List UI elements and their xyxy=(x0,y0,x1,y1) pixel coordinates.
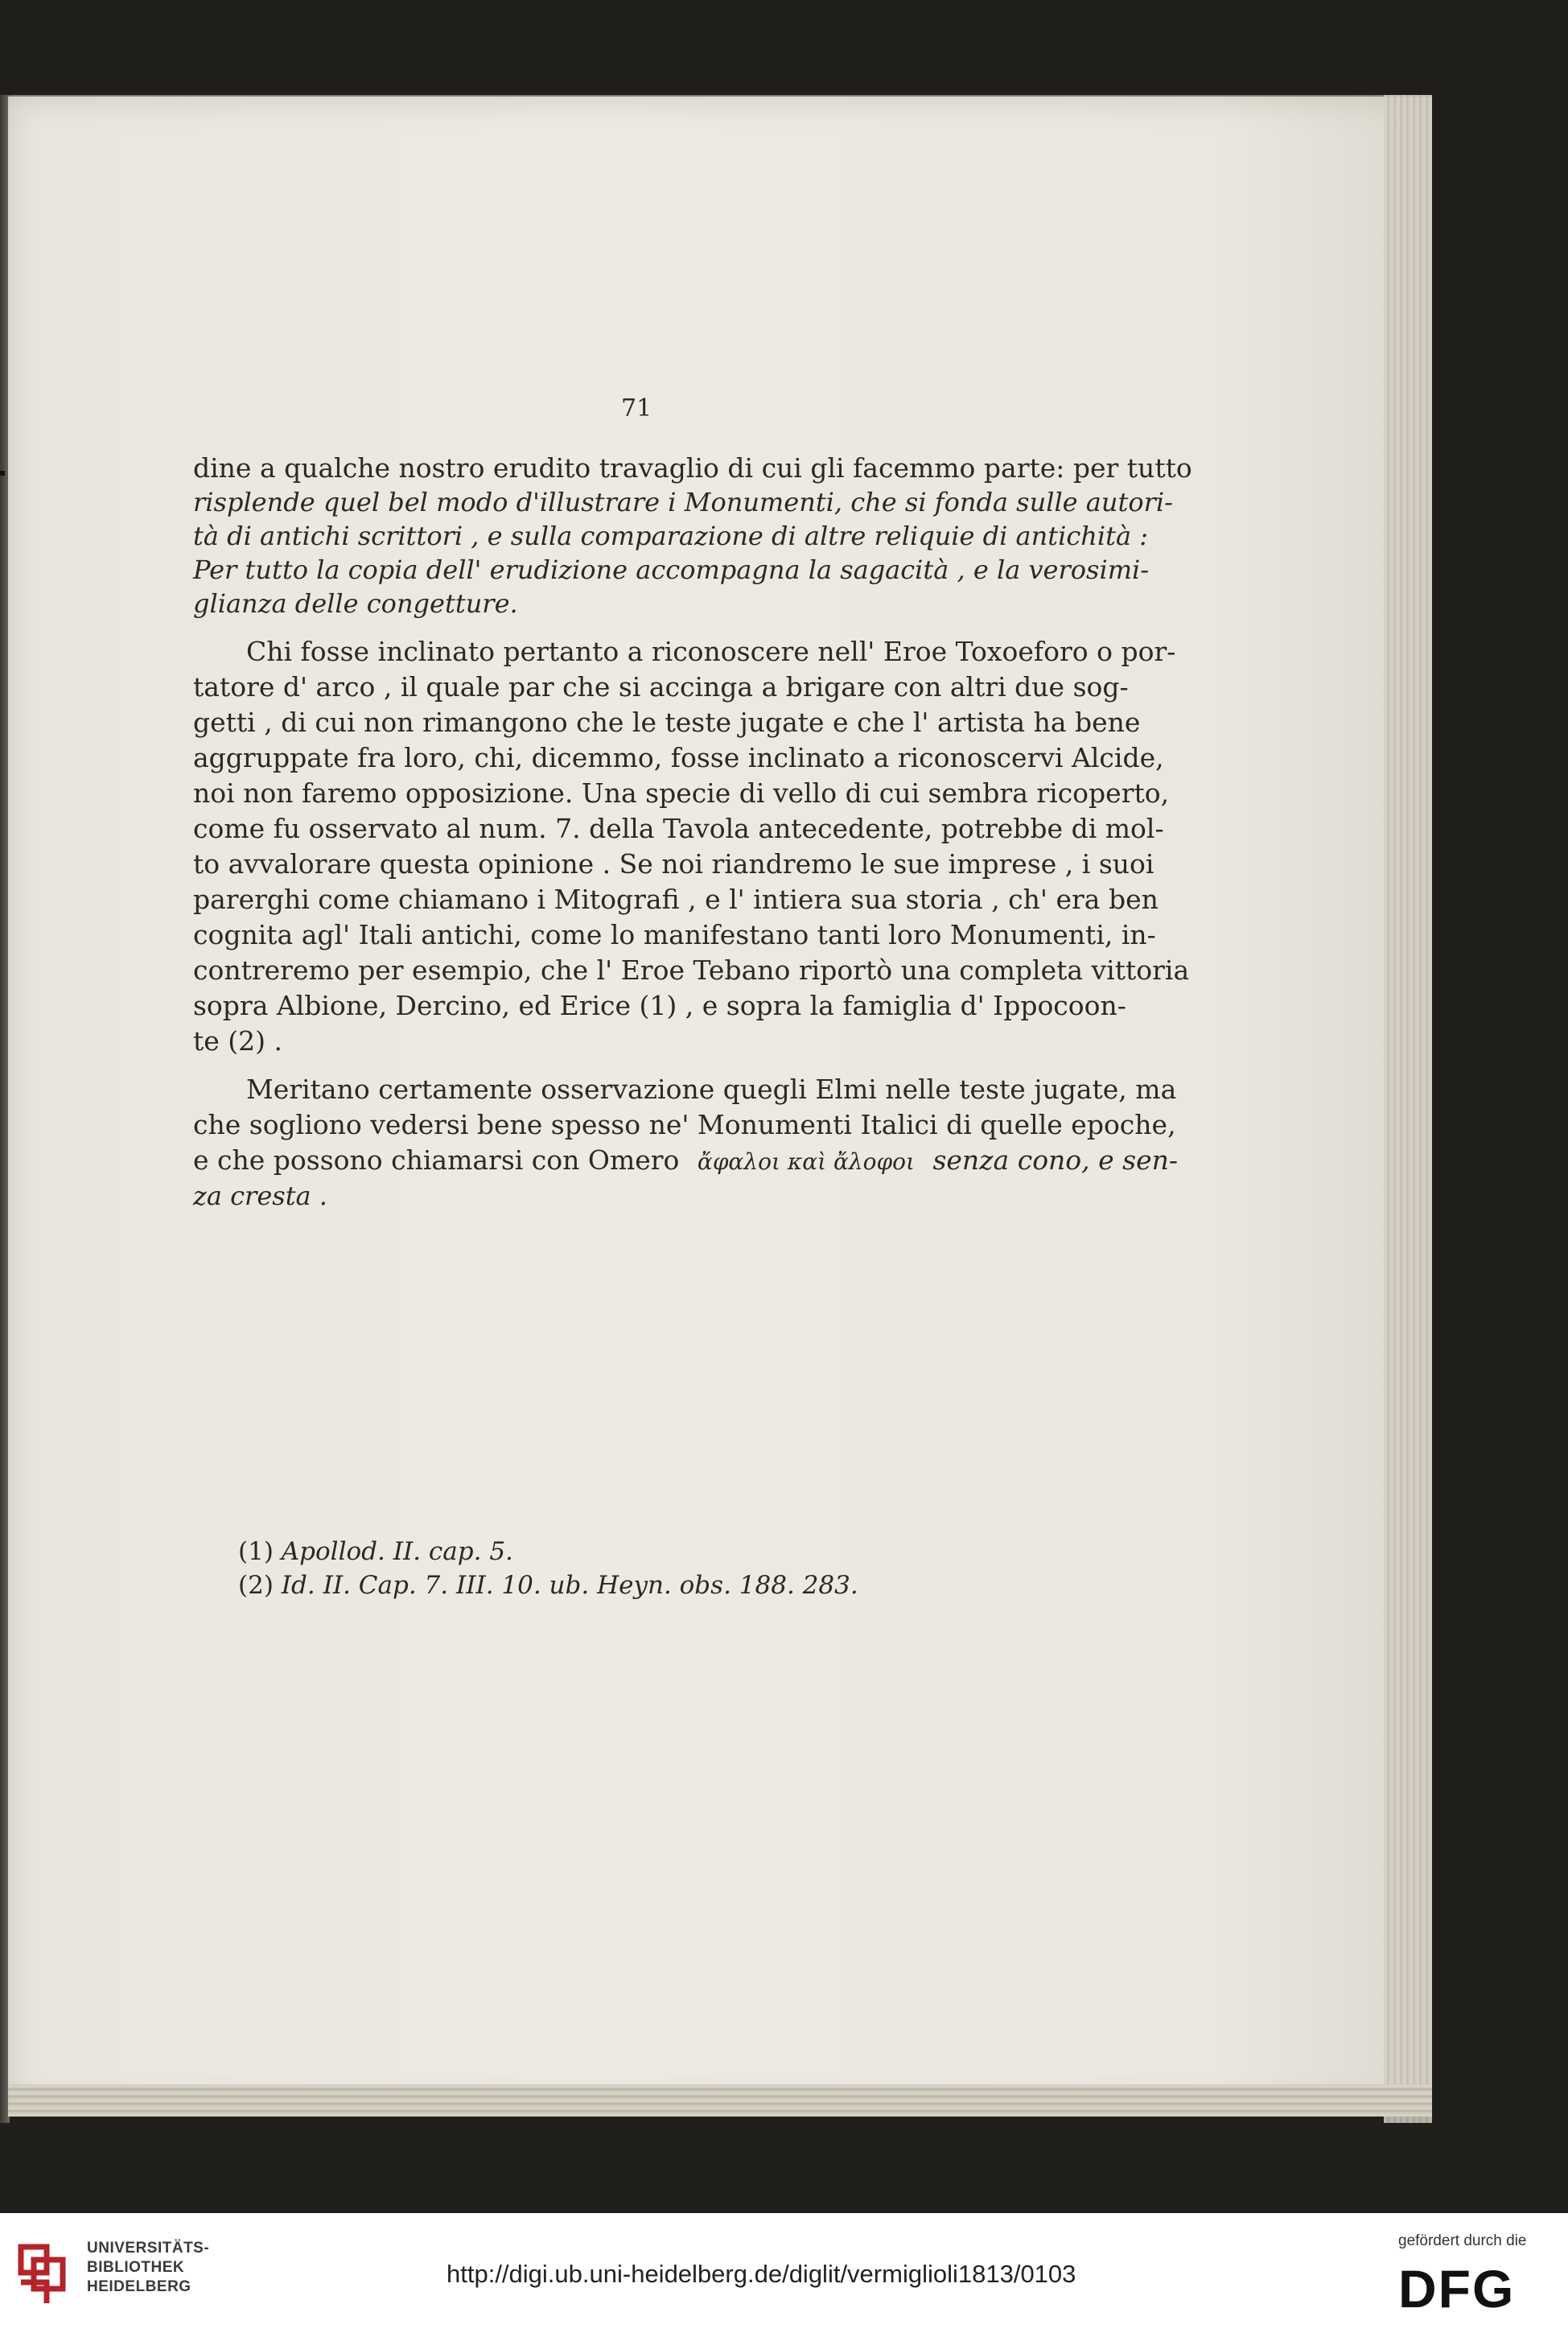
text-line-9: aggruppate fra loro, chi, dicemmo, fosse inclinato a riconoscervi Alcide, xyxy=(193,742,1164,773)
text-line-15: contreremo per esempio, che l' Eroe Tebano riportò una completa vittoria xyxy=(193,954,1190,986)
text-line-16: sopra Albione, Dercino, ed Erice (1) , e sopra la famiglia d' Ippocoon- xyxy=(193,990,1126,1021)
text-line-20 xyxy=(193,1144,1178,1178)
text-line-6: Chi fosse inclinato pertanto a riconoscere nell' Eroe Toxoeforo o por- xyxy=(246,636,1176,667)
footnote-text: Apollod. II. cap. 5. xyxy=(281,1537,513,1566)
text-line-4: Per tutto la copia dell' erudizione accompagna la sagacità , e la verosimi- xyxy=(193,554,1150,585)
text-line-14: cognita agl' Itali antichi, come lo manifestano tanti loro Monumenti, in- xyxy=(193,919,1156,950)
footnote-1 xyxy=(238,1537,513,1566)
page-number: 71 xyxy=(621,394,652,422)
text-line-5: glianza delle congetture. xyxy=(193,588,518,619)
footnote-mark: (2) xyxy=(238,1571,274,1600)
text-line-18: Meritano certamente osservazione quegli Elmi nelle teste jugate, ma xyxy=(246,1074,1177,1105)
footer-bar xyxy=(0,2213,1568,2333)
library-name-line: HEIDELBERG xyxy=(87,2278,191,2295)
library-name xyxy=(87,2239,209,2297)
text-line-7: tatore d' arco , il quale par che si accinga a brigare con altri due sog- xyxy=(193,671,1129,703)
funded-by-label: gefördert durch die xyxy=(1398,2232,1527,2249)
scan-mark xyxy=(0,471,5,476)
text-line-8: getti , di cui non rimangono che le teste jugate e che l' artista ha bene xyxy=(193,707,1141,738)
text-line-11: come fu osservato al num. 7. della Tavola antecedente, potrebbe di mol- xyxy=(193,813,1164,844)
university-library-logo-icon xyxy=(14,2236,72,2308)
line-20-italic: senza cono, e sen- xyxy=(932,1144,1179,1176)
permalink-url[interactable]: http://digi.ub.uni-heidelberg.de/diglit/vermiglioli1813/0103 xyxy=(447,2260,1076,2288)
footnote-2 xyxy=(238,1571,858,1600)
greek-phrase: ἄφαλοι καὶ ἄλοφοι xyxy=(697,1148,915,1175)
text-line-21: za cresta . xyxy=(193,1181,327,1211)
text-line-19: che sogliono vedersi bene spesso ne' Monumenti Italici di quelle epoche, xyxy=(193,1109,1176,1140)
line-text: dine a qualche nostro erudito travaglio di cui gli facemmo parte: per tutto xyxy=(193,452,1192,484)
text-line-3: tà di antichi scrittori , e sulla comparazione di altre reliquie di antichità : xyxy=(193,521,1148,551)
text-line-1 xyxy=(193,452,1192,484)
footnote-text: Id. II. Cap. 7. III. 10. ub. Heyn. obs. 188. 283. xyxy=(281,1571,858,1600)
text-line-12: to avvalorare questa opinione . Se noi riandremo le sue imprese , i suoi xyxy=(193,848,1154,880)
library-name-line: BIBLIOTHEK xyxy=(87,2259,185,2276)
page-right-edge xyxy=(1384,95,1432,2123)
text-line-10: noi non faremo opposizione. Una specie di vello di cui sembra ricoperto, xyxy=(193,777,1170,809)
text-line-2: risplende quel bel modo d'illustrare i Monumenti, che si fonda sulle autori- xyxy=(193,487,1173,517)
page-bottom-edge xyxy=(8,2084,1432,2117)
text-line-17: te (2) . xyxy=(193,1025,283,1057)
line-20-roman: e che possono chiamarsi con Omero xyxy=(193,1144,680,1176)
footnote-mark: (1) xyxy=(238,1537,274,1566)
library-name-line: UNIVERSITÄTS- xyxy=(87,2240,210,2257)
text-line-13: parerghi come chiamano i Mitografi , e l' intiera sua storia , ch' era ben xyxy=(193,884,1159,915)
dfg-logo: DFG xyxy=(1398,2259,1516,2319)
